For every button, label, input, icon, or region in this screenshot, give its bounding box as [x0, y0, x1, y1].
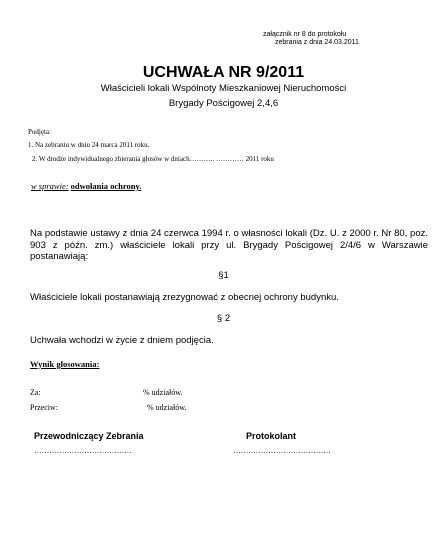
vote-for-value: % udziałów. [143, 388, 183, 397]
secretary-signature-line: ………………………………… [233, 446, 331, 455]
resolution-title: UCHWAŁA NR 9/2011 [142, 64, 305, 81]
vote-against-label: Przeciw: [30, 403, 58, 412]
section-2-text: Uchwała wchodzi w życie z dniem podjęcia. [30, 335, 214, 346]
chair-signature-line: ………………………………… [34, 446, 132, 455]
vote-for-label: Za: [30, 388, 41, 397]
resolution-subtitle-line1: Właścicieli lokali Wspólnoty Mieszkaniowej Nieruchomości [100, 83, 347, 94]
adopted-item-1: 1. Na zebraniu w dniu 24 marca 2011 roku. [28, 141, 150, 149]
secretary-signature-label: Protokolant [246, 431, 297, 441]
subject-value: odwołania ochrony. [70, 181, 142, 191]
subject-line [31, 181, 141, 191]
legal-basis-paragraph: Na podstawie ustawy z dnia 24 czerwca 1994 r. o własności lokali (Dz. U. z 2000 r. Nr 80, poz. 903 z późn. zm.) właściciele lokali przy ul. Brygady Pościgowej 2/4/6 w Warszawie postanawiają: [30, 228, 428, 262]
subject-label: w sprawie: [31, 181, 69, 191]
section-1-marker: §1 [218, 270, 229, 281]
vote-against-value: % udziałów. [147, 403, 187, 412]
resolution-subtitle-line2: Brygady Pościgowej 2,4,6 [168, 98, 279, 109]
vote-result-heading: Wynik głosowania: [30, 359, 100, 369]
adopted-item-2: 2. W drodze indywidualnego zbierania głosów w dniach……….. ………… 2011 roku [32, 155, 274, 163]
attachment-note-line2: zebrania z dnia 24.03.2011 [275, 39, 359, 46]
section-2-marker: § 2 [216, 313, 231, 324]
attachment-note-line1: załącznik nr 8 do protokołu [263, 31, 347, 38]
section-1-text: Właściciele lokali postanawiają zrezygnować z obecnej ochrony budynku. [30, 292, 339, 303]
chair-signature-label: Przewodniczący Zebrania [34, 431, 144, 441]
adopted-label: Podjęta: [28, 128, 51, 136]
